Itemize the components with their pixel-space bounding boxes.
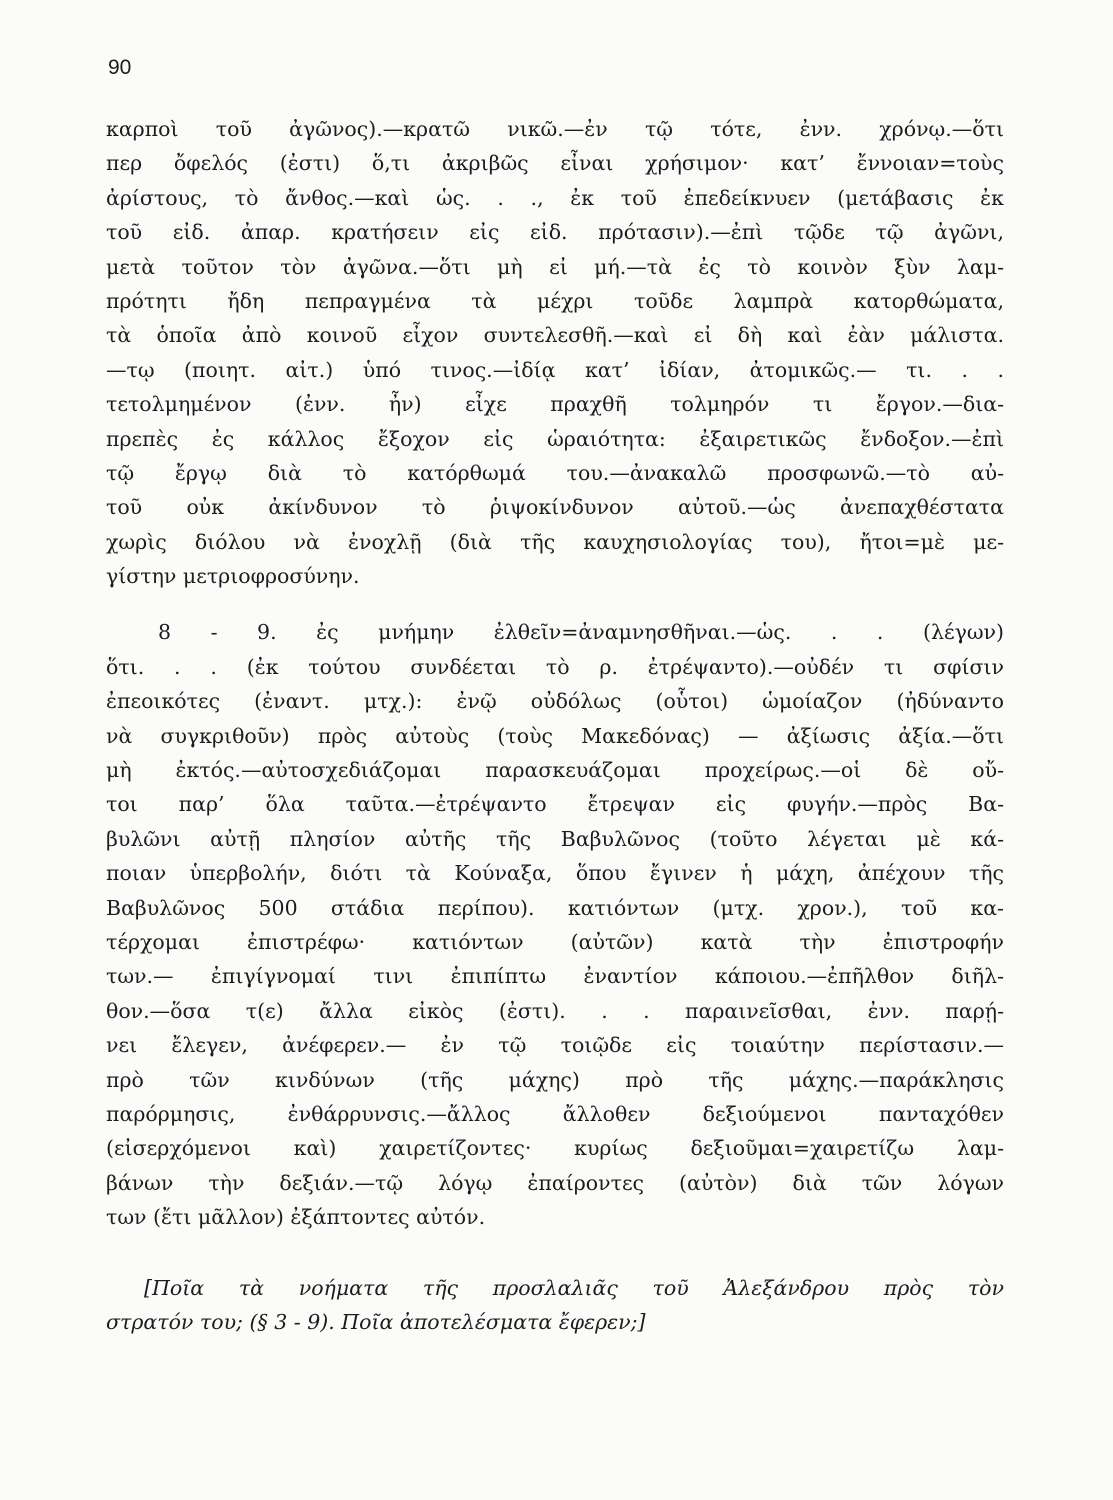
section-heading-line: 8 - 9. ἐς μνήμην ἐλθεῖν=ἀναμνησθῆναι.—ὡς. . . (λέγων) <box>158 620 1004 645</box>
text-line: τῷ ἔργῳ διὰ τὸ κατόρθωμά του.—ἀνακαλῶ προσφωνῶ.—τὸ αὐ- <box>106 460 1004 485</box>
question-line: [Ποῖα τὰ νοήματα τῆς προσλαλιᾶς τοῦ Ἀλεξάνδρου πρὸς τὸν <box>144 1275 1004 1300</box>
body-text <box>106 112 1004 1339</box>
text-line: των (ἔτι μᾶλλον) ἐξάπτοντες αὐτόν. <box>106 1205 486 1230</box>
text-line: μὴ ἐκτός.—αὐτοσχεδιάζομαι παρασκευάζομαι προχείρως.—οἱ δὲ οὔ- <box>106 758 1004 783</box>
text-line: πρότητι ἤδη πεπραγμένα τὰ μέχρι τοῦδε λαμπρὰ κατορθώματα, <box>106 288 1004 313</box>
text-line: μετὰ τοῦτον τὸν ἀγῶνα.—ὅτι μὴ εἰ μή.—τὰ ἐς τὸ κοινὸν ξὺν λαμ- <box>106 254 1004 279</box>
page-number: 90 <box>108 56 132 79</box>
text-line: τὰ ὁποῖα ἀπὸ κοινοῦ εἶχον συντελεσθῆ.—καὶ εἰ δὴ καὶ ἐὰν μάλιστα. <box>106 323 1004 348</box>
review-question <box>106 1271 1004 1340</box>
text-line: γίστην μετριοφροσύνην. <box>106 564 360 589</box>
text-line: ποιαν ὑπερβολήν, διότι τὰ Κούναξα, ὅπου ἔγινεν ἡ μάχη, ἀπέχουν τῆς <box>106 861 1004 886</box>
text-line: χωρὶς διόλου νὰ ἐνοχλῇ (διὰ τῆς καυχησιολογίας του), ἤτοι=μὲ με- <box>106 529 1004 554</box>
text-line: —τῳ (ποιητ. αἰτ.) ὑπό τινος.—ἰδίᾳ κατ’ ἰδίαν, ἀτομικῶς.— τι. . . <box>106 357 1004 382</box>
text-line: τετολμημένον (ἐνν. ἦν) εἶχε πραχθῆ τολμηρόν τι ἔργον.—δια- <box>106 392 1004 417</box>
text-line: τοῦ οὐκ ἀκίνδυνον τὸ ῥιψοκίνδυνον αὐτοῦ.—ὡς ἀνεπαχθέστατα <box>106 495 1004 520</box>
text-line: τέρχομαι ἐπιστρέφω· κατιόντων (αὐτῶν) κατὰ τὴν ἐπιστροφήν <box>106 929 1004 954</box>
text-line: τοῦ εἰδ. ἀπαρ. κρατήσειν εἰς εἰδ. πρότασιν).—ἐπὶ τῷδε τῷ ἀγῶνι, <box>106 220 1004 245</box>
text-line: παρόρμησις, ἐνθάρρυνσις.—ἄλλος ἄλλοθεν δεξιούμενοι πανταχόθεν <box>106 1101 1004 1126</box>
text-line: περ ὄφελός (ἐστι) ὅ,τι ἀκριβῶς εἶναι χρήσιμον· κατ’ ἔννοιαν=τοὺς <box>106 151 1004 176</box>
text-line: ἐπεοικότες (ἐναντ. μτχ.): ἐνῷ οὐδόλως (οὗτοι) ὡμοίαζον (ἠδύναντο <box>106 689 1004 714</box>
text-line: πρεπὲς ἐς κάλλος ἔξοχον εἰς ὡραιότητα: ἐξαιρετικῶς ἔνδοξον.—ἐπὶ <box>106 426 1004 451</box>
text-line: θον.—ὅσα τ(ε) ἄλλα εἰκὸς (ἐστι). . . παραινεῖσθαι, ἐνν. παρῄ- <box>106 998 1004 1023</box>
text-line: ὅτι. . . (ἐκ τούτου συνδέεται τὸ ρ. ἐτρέψαντο).—οὐδέν τι σφίσιν <box>106 654 1004 679</box>
text-line: (εἰσερχόμενοι καὶ) χαιρετίζοντες· κυρίως δεξιοῦμαι=χαιρετίζω λαμ- <box>106 1136 1004 1161</box>
commentary-section-2 <box>106 615 1004 1234</box>
text-line: των.— ἐπιγίγνομαί τινι ἐπιπίπτω ἐναντίον κάποιου.—ἐπῆλθον διῆλ- <box>106 964 1004 989</box>
text-line: νὰ συγκριθοῦν) πρὸς αὐτοὺς (τοὺς Μακεδόνας) — ἀξίωσις ἀξία.—ὅτι <box>106 723 1004 748</box>
question-line: στρατόν του; (§ 3 - 9). Ποῖα ἀποτελέσματα ἔφερεν;] <box>106 1309 646 1334</box>
text-line: ἀρίστους, τὸ ἄνθος.—καὶ ὡς. . ., ἐκ τοῦ ἐπεδείκνυεν (μετάβασις ἐκ <box>106 185 1004 210</box>
text-line: βυλῶνι αὐτῇ πλησίον αὐτῆς τῆς Βαβυλῶνος (τοῦτο λέγεται μὲ κά- <box>106 826 1004 851</box>
commentary-section-1 <box>106 112 1004 593</box>
text-line: καρποὶ τοῦ ἀγῶνος).—κρατῶ νικῶ.—ἐν τῷ τότε, ἐνν. χρόνῳ.—ὅτι <box>106 117 1004 141</box>
text-line: βάνων τὴν δεξιάν.—τῷ λόγῳ ἐπαίροντες (αὐτὸν) διὰ τῶν λόγων <box>106 1170 1004 1195</box>
text-line: πρὸ τῶν κινδύνων (τῆς μάχης) πρὸ τῆς μάχης.—παράκλησις <box>106 1067 1004 1092</box>
text-line: Βαβυλῶνος 500 στάδια περίπου). κατιόντων (μτχ. χρον.), τοῦ κα- <box>106 895 1004 920</box>
text-line: νει ἔλεγεν, ἀνέφερεν.— ἐν τῷ τοιῷδε εἰς τοιαύτην περίστασιν.— <box>106 1033 1004 1058</box>
text-line: τοι παρ’ ὅλα ταῦτα.—ἐτρέψαντο ἔτρεψαν εἰς φυγήν.—πρὸς Βα- <box>106 792 1004 817</box>
